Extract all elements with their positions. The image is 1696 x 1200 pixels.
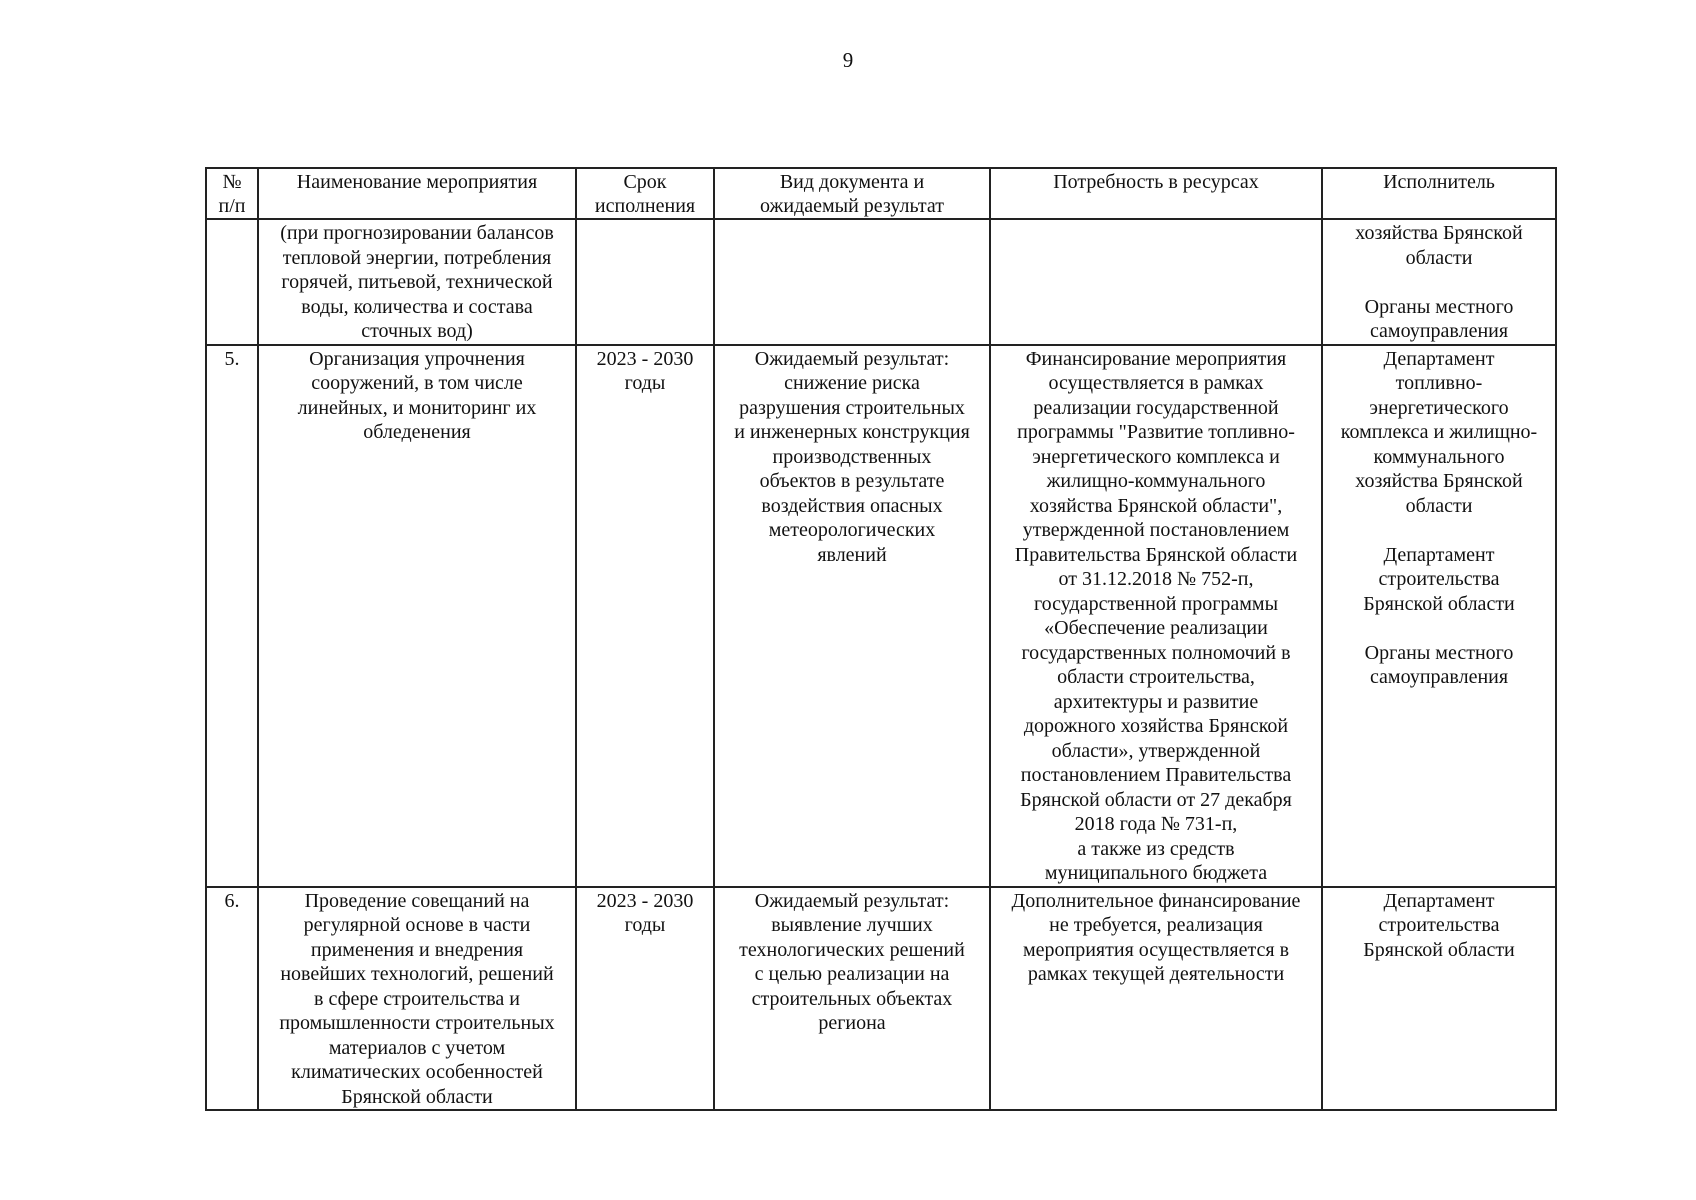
cell-term: 2023 - 2030 годы xyxy=(576,887,714,1111)
header-name: Наименование мероприятия xyxy=(258,168,576,219)
cell-name: Организация упрочнения сооружений, в том числе линейных, и мониторинг их обледенения xyxy=(258,345,576,887)
cell-executor: хозяйства Брянской области Органы местного самоуправления xyxy=(1322,219,1556,345)
header-number: № п/п xyxy=(206,168,258,219)
header-executor: Исполнитель xyxy=(1322,168,1556,219)
cell-document: Ожидаемый результат: выявление лучших технологических решений с целью реализации на строительных объектах региона xyxy=(714,887,990,1111)
cell-document: Ожидаемый результат: снижение риска разрушения строительных и инженерных конструкция производственных объектов в результате воздействия опасных метеорологических явлений xyxy=(714,345,990,887)
table-row xyxy=(206,345,1556,887)
cell-number: 6. xyxy=(206,887,258,1111)
page-number: 9 xyxy=(842,48,854,72)
cell-name: Проведение совещаний на регулярной основе в части применения и внедрения новейших технологий, решений в сфере строительства и промышленности строительных материалов с учетом климатических особенностей Брянской области xyxy=(258,887,576,1111)
cell-name: (при прогнозировании балансов тепловой энергии, потребления горячей, питьевой, технической воды, количества и состава сточных вод) xyxy=(258,219,576,345)
cell-document xyxy=(714,219,990,345)
header-resources: Потребность в ресурсах xyxy=(990,168,1322,219)
cell-resources: Дополнительное финансирование не требуется, реализация мероприятия осуществляется в рамках текущей деятельности xyxy=(990,887,1322,1111)
table-row xyxy=(206,219,1556,345)
header-document: Вид документа и ожидаемый результат xyxy=(714,168,990,219)
cell-term xyxy=(576,219,714,345)
cell-executor: Департамент топливно- энергетического комплекса и жилищно- коммунального хозяйства Брянской области Департамент строительства Брянской области Органы местного самоуправления xyxy=(1322,345,1556,887)
cell-resources: Финансирование мероприятия осуществляется в рамках реализации государственной программы "Развитие топливно- энергетического комплекса и жилищно-коммунального хозяйства Брянской области", утвержденной постановлением Правительства Брянской области от 31.12.2018 № 752-п, государственной программы «Обеспечение реализации государственных полномочий в области строительства, архитектуры и развитие дорожного хозяйства Брянской области», утвержденной постановлением Правительства Брянской области от 27 декабря 2018 года № 731-п, а также из средств муниципального бюджета xyxy=(990,345,1322,887)
table-row xyxy=(206,887,1556,1111)
header-term: Срок исполнения xyxy=(576,168,714,219)
table-header-row xyxy=(206,168,1556,219)
cell-term: 2023 - 2030 годы xyxy=(576,345,714,887)
cell-resources xyxy=(990,219,1322,345)
cell-number xyxy=(206,219,258,345)
cell-executor: Департамент строительства Брянской области xyxy=(1322,887,1556,1111)
measures-table xyxy=(205,167,1557,1111)
cell-number: 5. xyxy=(206,345,258,887)
